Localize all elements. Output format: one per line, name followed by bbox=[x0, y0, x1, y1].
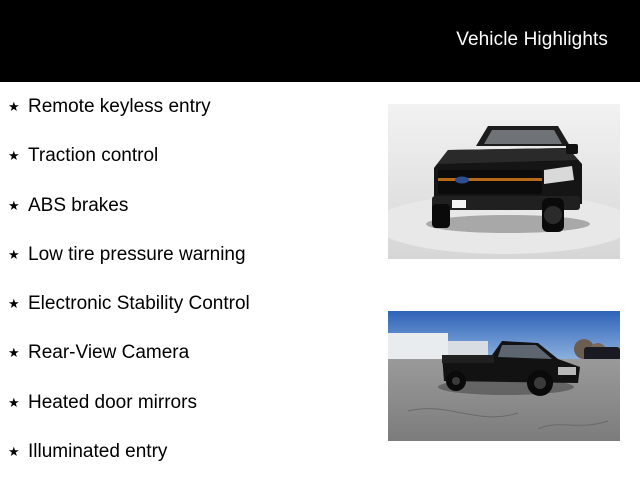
star-icon: ★ bbox=[8, 345, 20, 361]
star-icon: ★ bbox=[8, 296, 20, 312]
feature-label: Illuminated entry bbox=[28, 441, 168, 463]
feature-label: ABS brakes bbox=[28, 194, 129, 216]
star-icon: ★ bbox=[8, 444, 20, 460]
feature-item bbox=[8, 96, 250, 145]
feature-list bbox=[8, 96, 250, 490]
feature-label: Low tire pressure warning bbox=[28, 243, 246, 265]
feature-item bbox=[8, 392, 250, 441]
star-icon: ★ bbox=[8, 148, 20, 164]
star-icon: ★ bbox=[8, 246, 20, 262]
feature-label: Heated door mirrors bbox=[28, 391, 197, 413]
feature-item bbox=[8, 195, 250, 244]
feature-item bbox=[8, 342, 250, 391]
star-icon: ★ bbox=[8, 197, 20, 213]
feature-label: Electronic Stability Control bbox=[28, 293, 250, 315]
feature-label: Rear-View Camera bbox=[28, 342, 190, 364]
feature-item bbox=[8, 145, 250, 194]
feature-item bbox=[8, 244, 250, 293]
page-title: Vehicle Highlights bbox=[456, 29, 608, 50]
star-icon: ★ bbox=[8, 99, 20, 114]
vehicle-photo-front[interactable] bbox=[388, 104, 620, 259]
star-icon: ★ bbox=[8, 394, 20, 410]
feature-label: Traction control bbox=[28, 145, 159, 167]
vehicle-photo-side[interactable] bbox=[388, 311, 620, 441]
feature-item bbox=[8, 293, 250, 342]
header-bar bbox=[0, 0, 640, 82]
feature-label: Remote keyless entry bbox=[28, 96, 211, 117]
feature-item bbox=[8, 441, 250, 490]
